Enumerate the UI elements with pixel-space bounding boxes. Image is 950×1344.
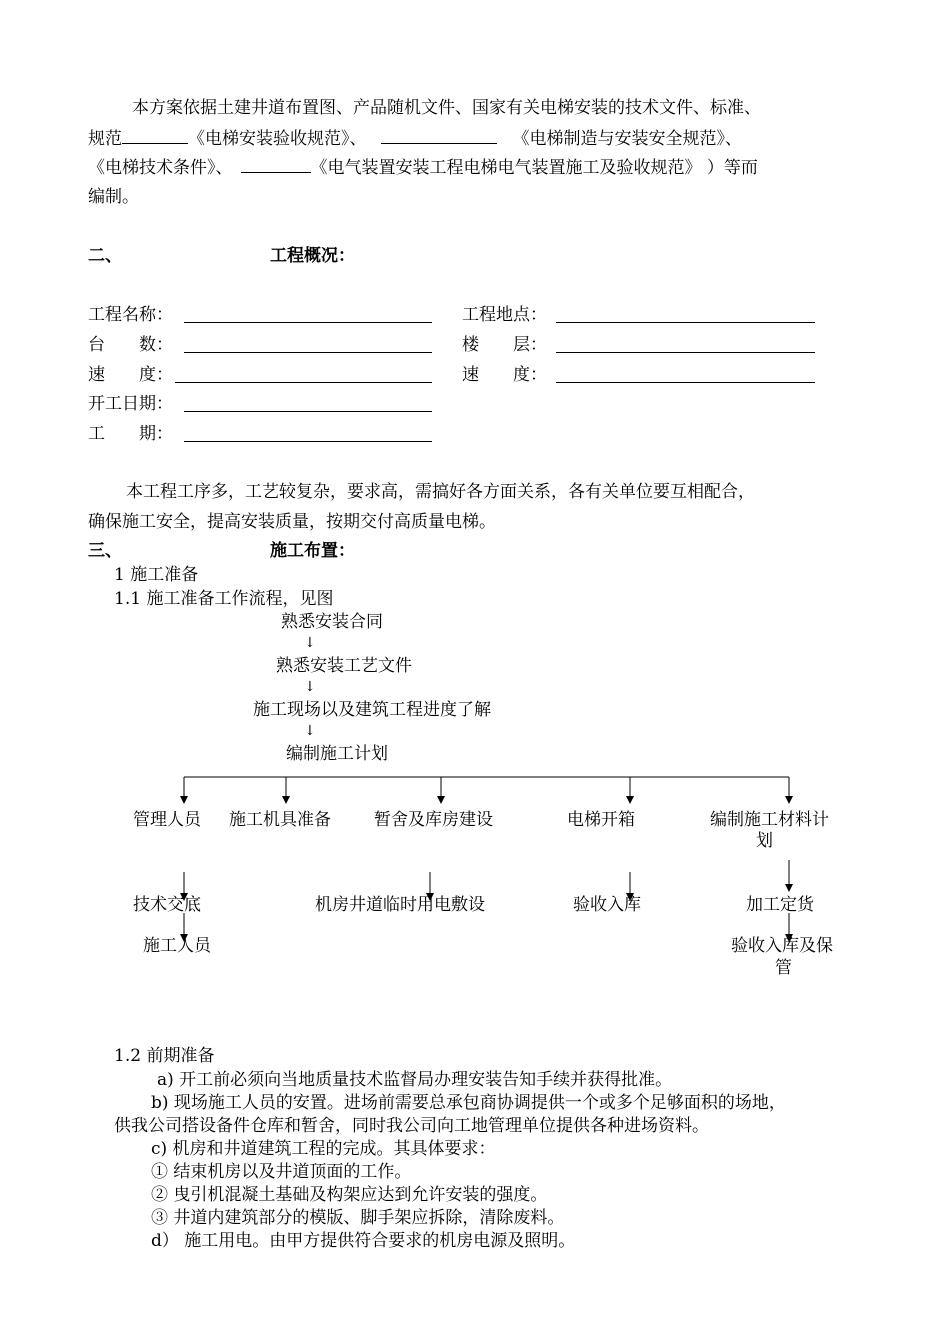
flow-step-3: 施工现场以及建筑工程进度了解 <box>253 700 491 720</box>
intro-line-1: 本方案依据土建井道布置图、产品随机文件、国家有关电梯安装的技术文件、标准、 <box>132 98 761 118</box>
flow-arrow-icon: ↓ <box>304 635 316 651</box>
arrow-head-icon <box>785 796 793 804</box>
flow-step-2: 熟悉安装工艺文件 <box>276 656 412 676</box>
flow-step-1: 熟悉安装合同 <box>281 612 383 632</box>
intro-text: 《电梯技术条件》、 <box>88 158 233 178</box>
flow-level2-3: 机房井道临时用电敷设 <box>315 895 485 915</box>
flow-branch-1: 管理人员 <box>133 810 201 830</box>
field-location-label: 工程地点： <box>462 305 547 325</box>
flow-branch-3: 暂舍及库房建设 <box>374 810 493 830</box>
arrow-head-icon <box>437 796 445 804</box>
intro-text: 《电梯安装验收规范》、 <box>188 129 367 149</box>
arrow-head-icon <box>282 796 290 804</box>
prep-item-b-line2: 供我公司搭设备件仓库和暂舍，同时我公司向工地管理单位提供各种进场资料。 <box>114 1116 709 1136</box>
section-3-number: 三、 <box>88 541 122 561</box>
subsection-1: 1 施工准备 <box>114 565 199 585</box>
intro-text: 《电气装置安装工程电梯电气装置施工及验收规范》 ）等而 <box>310 158 758 178</box>
section-2-number: 二、 <box>88 246 122 266</box>
flow-level2-4: 验收入库 <box>573 895 641 915</box>
intro-text: 《电梯制造与安装安全规范》、 <box>512 129 742 149</box>
flow-arrow-icon: ↓ <box>304 679 316 695</box>
prep-item-c: c) 机房和井道建筑工程的完成。其具体要求： <box>151 1139 496 1159</box>
flow-branch-5-line2: 划 <box>756 831 773 851</box>
arrow-head-icon <box>785 884 793 892</box>
prep-item-c1: ① 结束机房以及井道顶面的工作。 <box>151 1162 412 1182</box>
prep-item-c2: ② 曳引机混凝土基础及构架应达到允许安装的强度。 <box>151 1185 548 1205</box>
prep-title: 1.2 前期准备 <box>114 1046 215 1066</box>
prep-item-c3: ③ 井道内建筑部分的模版、脚手架应拆除，清除废料。 <box>151 1208 565 1228</box>
flow-branch-2: 施工机具准备 <box>229 810 331 830</box>
flow-branch-5-line1: 编制施工材料计 <box>710 810 829 830</box>
field-speed2-label: 速 度： <box>462 365 547 385</box>
arrow-head-icon <box>180 796 188 804</box>
flow-level3-5-line1: 验收入库及保 <box>731 936 833 956</box>
flow-arrow-icon: ↓ <box>304 723 316 739</box>
prep-item-a: a) 开工前必须向当地质量技术监督局办理安装告知手续并获得批准。 <box>157 1070 673 1090</box>
field-speed-label: 速 度： <box>88 365 173 385</box>
section-3-title: 施工布置： <box>270 541 355 561</box>
prep-item-b-line1: b) 现场施工人员的安置。进场前需要总承包商协调提供一个或多个足够面积的场地， <box>151 1093 786 1113</box>
field-name-label: 工程名称： <box>88 305 173 325</box>
flow-branch-4: 电梯开箱 <box>567 810 635 830</box>
flow-step-4: 编制施工计划 <box>286 744 388 764</box>
flow-level3-1: 施工人员 <box>143 936 211 956</box>
field-start-date-label: 开工日期： <box>88 394 173 414</box>
field-units-label: 台 数： <box>88 335 173 355</box>
flow-level2-5: 加工定货 <box>746 895 814 915</box>
intro-text: 规范 <box>88 129 122 149</box>
flow-level2-1: 技术交底 <box>133 895 201 915</box>
subsection-1-1: 1.1 施工准备工作流程，见图 <box>114 589 334 609</box>
arrow-head-icon <box>626 796 634 804</box>
field-duration-label: 工 期： <box>88 424 173 444</box>
prep-item-d: d） 施工用电。由甲方提供符合要求的机房电源及照明。 <box>151 1231 576 1251</box>
intro-line-4: 编制。 <box>88 187 139 207</box>
flow-level3-5-line2: 管 <box>775 958 792 978</box>
section-2-title: 工程概况： <box>270 246 355 266</box>
field-floors-label: 楼 层： <box>462 335 547 355</box>
para2-line-1: 本工程工序多，工艺较复杂，要求高，需搞好各方面关系，各有关单位要互相配合， <box>126 482 755 502</box>
para2-line-2: 确保施工安全，提高安装质量，按期交付高质量电梯。 <box>88 512 496 532</box>
